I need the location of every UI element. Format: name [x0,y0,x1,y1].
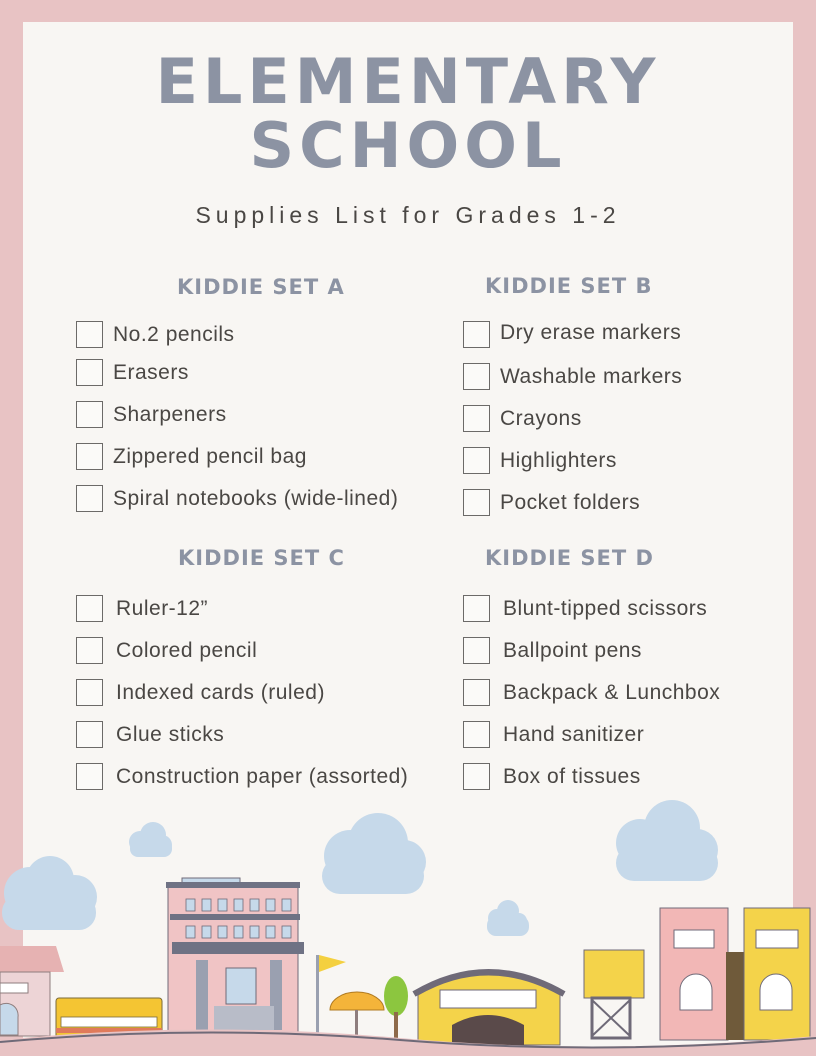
building-icon [660,908,810,1040]
checkbox[interactable] [463,405,490,432]
set-b-heading: KIDDIE SET B [485,274,653,298]
checkbox[interactable] [76,401,103,428]
cloud-icon [616,800,718,881]
item-label: Sharpeners [113,403,227,426]
school-building-icon [414,972,564,1045]
item-label: Box of tissues [503,765,641,788]
item-label: Indexed cards (ruled) [116,681,325,704]
item-label: Blunt-tipped scissors [503,597,708,620]
water-tower-icon [584,950,644,1038]
cloud-icon [322,813,426,894]
item-label: Washable markers [500,365,683,388]
page-subtitle: Supplies List for Grades 1-2 [195,202,621,228]
tree-icon [384,976,408,1038]
checkbox[interactable] [463,595,490,622]
cloud-icon [2,856,97,930]
checkbox[interactable] [76,321,103,348]
item-label: Hand sanitizer [503,723,645,746]
checkbox[interactable] [76,485,103,512]
checkbox[interactable] [76,679,103,706]
page-title [23,45,793,182]
checkbox[interactable] [463,447,490,474]
cloud-icon [129,822,172,857]
item-label: Glue sticks [116,723,225,746]
checkbox[interactable] [76,359,103,386]
set-c-heading: KIDDIE SET C [178,546,345,570]
checkbox[interactable] [463,637,490,664]
checkbox[interactable] [76,637,103,664]
item-label: Backpack & Lunchbox [503,681,721,704]
house-icon [0,946,64,1036]
item-label: Ballpoint pens [503,639,642,662]
checkbox[interactable] [463,679,490,706]
checkbox[interactable] [76,721,103,748]
checkbox[interactable] [463,721,490,748]
item-label: No.2 pencils [113,323,235,346]
checkbox[interactable] [463,489,490,516]
item-label: Spiral notebooks (wide-lined) [113,487,399,510]
umbrella-icon [330,992,384,1036]
checkbox[interactable] [463,321,490,348]
item-label: Colored pencil [116,639,258,662]
set-d-heading: KIDDIE SET D [485,546,654,570]
title-line-1: ELEMENTARY [155,45,661,118]
checkbox[interactable] [463,363,490,390]
item-label: Dry erase markers [500,321,682,344]
title-line-2: SCHOOL [249,109,567,182]
town-illustration [0,786,816,1056]
item-label: Crayons [500,407,582,430]
item-label: Ruler-12” [116,597,209,620]
item-label: Pocket folders [500,491,641,514]
set-a-heading: KIDDIE SET A [177,275,345,299]
checkbox[interactable] [76,595,103,622]
building-icon [166,878,304,1044]
item-label: Highlighters [500,449,617,472]
item-label: Erasers [113,361,189,384]
checkbox[interactable] [76,443,103,470]
cloud-icon [487,900,529,936]
item-label: Zippered pencil bag [113,445,307,468]
item-label: Construction paper (assorted) [116,765,409,788]
